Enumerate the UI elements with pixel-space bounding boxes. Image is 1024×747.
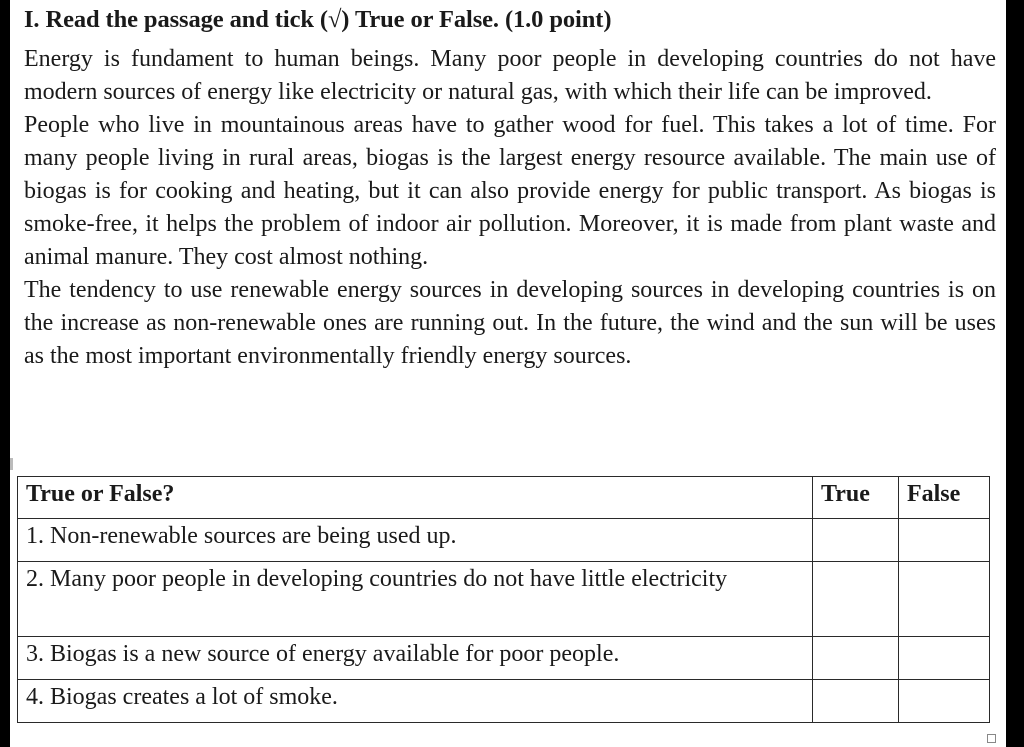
statement-2: 2. Many poor people in developing countries do not have little electricity bbox=[18, 562, 813, 637]
false-column-header: False bbox=[898, 477, 989, 519]
statement-1: 1. Non-renewable sources are being used up. bbox=[18, 519, 813, 562]
table-row bbox=[18, 680, 990, 723]
margin-marker bbox=[10, 458, 13, 470]
false-cell-3[interactable] bbox=[898, 637, 989, 680]
table-row bbox=[18, 562, 990, 637]
true-column-header: True bbox=[812, 477, 898, 519]
table-header-row bbox=[18, 477, 990, 519]
statement-4: 4. Biogas creates a lot of smoke. bbox=[18, 680, 813, 723]
table-resize-handle-icon[interactable] bbox=[987, 734, 996, 743]
true-cell-2[interactable] bbox=[812, 562, 898, 637]
statement-3: 3. Biogas is a new source of energy available for poor people. bbox=[18, 637, 813, 680]
true-cell-1[interactable] bbox=[812, 519, 898, 562]
passage-paragraph-3: The tendency to use renewable energy sources in developing sources in developing countries is on the increase as non-renewable ones are running out. In the future, the wind and the sun will be uses as the most important environmentally friendly energy sources. bbox=[24, 277, 996, 369]
true-cell-3[interactable] bbox=[812, 637, 898, 680]
exercise-heading: I. Read the passage and tick (√) True or False. (1.0 point) bbox=[24, 6, 612, 33]
passage-paragraph-1: Energy is fundament to human beings. Many poor people in developing countries do not have modern sources of energy like electricity or natural gas, with which their life can be improved. bbox=[24, 46, 996, 105]
true-cell-4[interactable] bbox=[812, 680, 898, 723]
worksheet-page bbox=[10, 0, 1006, 747]
false-cell-4[interactable] bbox=[898, 680, 989, 723]
true-false-table bbox=[17, 476, 990, 723]
table-row bbox=[18, 637, 990, 680]
false-cell-1[interactable] bbox=[898, 519, 989, 562]
passage-paragraph-2: People who live in mountainous areas have to gather wood for fuel. This takes a lot of time. For many people living in rural areas, biogas is the largest energy resource available. The main use of biogas is for cooking and heating, but it can also provide energy for public transport. As biogas is smoke-free, it helps the problem of indoor air pollution. Moreover, it is made from plant waste and animal manure. They cost almost nothing. bbox=[24, 112, 996, 270]
question-column-header: True or False? bbox=[18, 477, 813, 519]
false-cell-2[interactable] bbox=[898, 562, 989, 637]
reading-passage bbox=[24, 43, 996, 373]
table-row bbox=[18, 519, 990, 562]
